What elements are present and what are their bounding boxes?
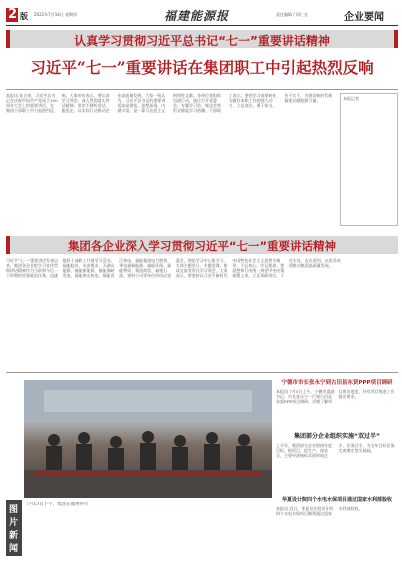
sidebar-box-text: 本报记者 (343, 96, 359, 101)
news1-headline: 宁德市市长张永宁到古田县东贤PPP项目调研 (281, 380, 393, 386)
photo-tag-3: 新 (9, 531, 19, 541)
mid-rule (6, 372, 398, 373)
photo-caption: 7月13日下午，集团在福州举行 (26, 502, 89, 507)
banner-right-accent (394, 30, 398, 48)
editor-line: 责任编辑 / 周仁光 (276, 12, 308, 17)
masthead (6, 5, 398, 25)
mid-banner-left-accent (6, 236, 10, 254)
masthead-rule (6, 25, 398, 26)
news2-headline: 集团部分企业组织实施“双过半” (294, 433, 380, 440)
news1-body: 本报讯 7月5日上午，宁德市委副书记、市长张永宁一行到古田县东贤PPP项目调研，详细了解项目建设进度，并对项目推进工作提出要求。 (276, 389, 395, 404)
page-suffix: 版 (20, 12, 28, 21)
photo-scene (24, 380, 272, 498)
section-name: 企业要闻 (344, 12, 384, 23)
mid-banner (6, 236, 398, 254)
date-line: 2022年7月14日 星期四 (34, 12, 78, 17)
mid-banner-title: 集团各企业深入学习贯彻习近平“七一”重要讲话精神 (67, 239, 337, 253)
news2-body: 上半年，集团部分企业围绕年度目标，抓项目、促生产、保安全，主要经济指标实现时间过半、任务过半，为全年目标任务完成奠定坚实基础。 (276, 443, 395, 458)
paper-name: 福建能源报 (164, 9, 230, 23)
lead-headline: 习近平“七一”重要讲话在集团职工中引起热烈反响 (30, 58, 374, 77)
top-banner (6, 30, 398, 48)
photo-tag-4: 闻 (9, 544, 19, 554)
photo-tag-2: 片 (9, 518, 19, 528)
right-news-column (276, 380, 398, 560)
lead-article-body: 本报讯 连日来，习近平总书记在庆祝中国共产党成立100周年大会上的重要讲话，在集团干部职工中引起热烈反响。大家纷纷表示，要认真学习领会、深入贯彻落实讲话精神，坚定不移听党话、跟党走，以实际行动推动企业高质量发展。大家一致认为，习近平总书记的重要讲话高屋建瓴、思想深邃、内涵丰富，是一篇马克思主义纲领性文献。各单位党组织迅速行动，通过召开党委会、专题学习会、座谈会等形式掀起学习热潮。干部职工表示，要把学习成果转化为做好本职工作的强大动力，立足岗位、勇于担当、苦干实干，为建设新时代新福建贡献能源力量。 (6, 93, 333, 113)
news-photo (24, 380, 272, 498)
banner-title: 认真学习贯彻习近平总书记“七一”重要讲话精神 (74, 34, 330, 48)
sidebar-box (340, 93, 398, 226)
photo-tag-1: 图 (9, 505, 19, 515)
news3-body: 本报讯 近日，华夏设计院设计的四个水电水保项目顺利通过国家水利部验收。 (276, 506, 363, 516)
photo-news-block (6, 380, 272, 560)
news3-headline: 华夏设计院四个水电水保项目通过国家水利部验收 (281, 497, 392, 503)
photo-tag (6, 500, 22, 556)
banner-left-accent (6, 30, 10, 48)
headline-rule (6, 89, 398, 90)
page-number: 2 (8, 7, 18, 22)
mid-article-body: 习近平“七一”重要讲话发表以来，集团各企业把学习宣传贯彻讲话精神作为当前和今后一个时期的首要政治任务，迅速组织干部职工开展学习活动。福能股份、永安煤业、天湖山能源、福能新能源、福能海峡发电、福能鸿山热电、福能晋江热电、福能集团电力销售、华电福新能源、福能环保、福能物资、集团商贸、福建石油、建材公司等单位纷纷以党委会、理论学习中心组学习、支部主题党日、专题党课、座谈交流等形式学习领会，大家表示，要坚持以习近平新时代中国特色社会主义思想为指导，不忘初心、牢记使命，把思想和行动统一到党中央决策部署上来，立足本职岗位，干在实处，走在前列，以优异成绩推动集团高质量发展。 (6, 258, 341, 278)
